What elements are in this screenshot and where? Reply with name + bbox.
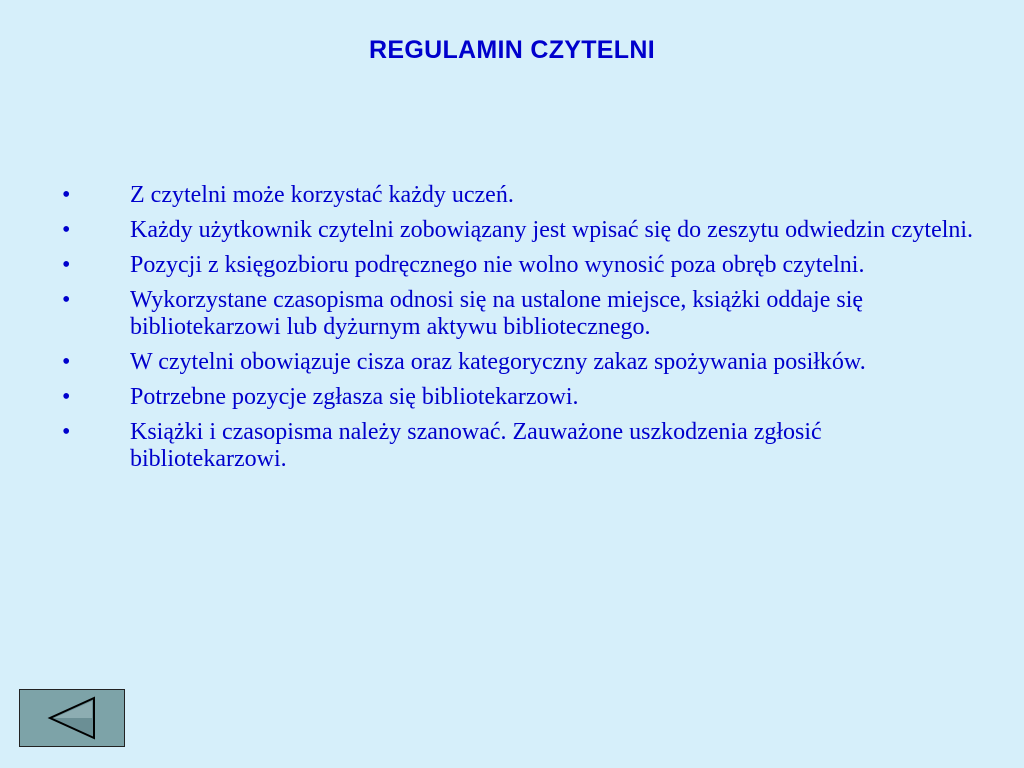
back-button[interactable] <box>19 689 125 747</box>
rule-text: Pozycji z księgozbioru podręcznego nie wolno wynosić poza obręb czytelni. <box>130 252 865 278</box>
list-item <box>0 384 1024 411</box>
page-title: REGULAMIN CZYTELNI <box>369 36 655 64</box>
bullet-icon: • <box>62 419 71 445</box>
list-item <box>0 287 1024 341</box>
list-item <box>0 349 1024 376</box>
triangle-left-icon <box>46 695 98 741</box>
bullet-icon: • <box>62 287 71 313</box>
bullet-icon: • <box>62 252 71 278</box>
bullet-icon: • <box>62 384 71 410</box>
bullet-icon: • <box>62 349 71 375</box>
list-item <box>0 182 1024 209</box>
rule-text: Każdy użytkownik czytelni zobowiązany jest wpisać się do zeszytu odwiedzin czytelni. <box>130 217 974 243</box>
rule-text: W czytelni obowiązuje cisza oraz kategoryczny zakaz spożywania posiłków. <box>130 349 866 375</box>
list-item <box>0 217 1024 244</box>
list-item <box>0 419 1024 473</box>
rules-list <box>0 182 1024 481</box>
bullet-icon: • <box>62 182 71 208</box>
rule-text: Potrzebne pozycje zgłasza się bibliotekarzowi. <box>130 384 579 410</box>
bullet-icon: • <box>62 217 71 243</box>
list-item <box>0 252 1024 279</box>
rule-text: Z czytelni może korzystać każdy uczeń. <box>130 182 514 208</box>
rule-text: Książki i czasopisma należy szanować. Zauważone uszkodzenia zgłosić bibliotekarzowi. <box>130 419 822 472</box>
rule-text: Wykorzystane czasopisma odnosi się na ustalone miejsce, książki oddaje się bibliotekarzowi lub dyżurnym aktywu bibliotecznego. <box>130 287 864 340</box>
